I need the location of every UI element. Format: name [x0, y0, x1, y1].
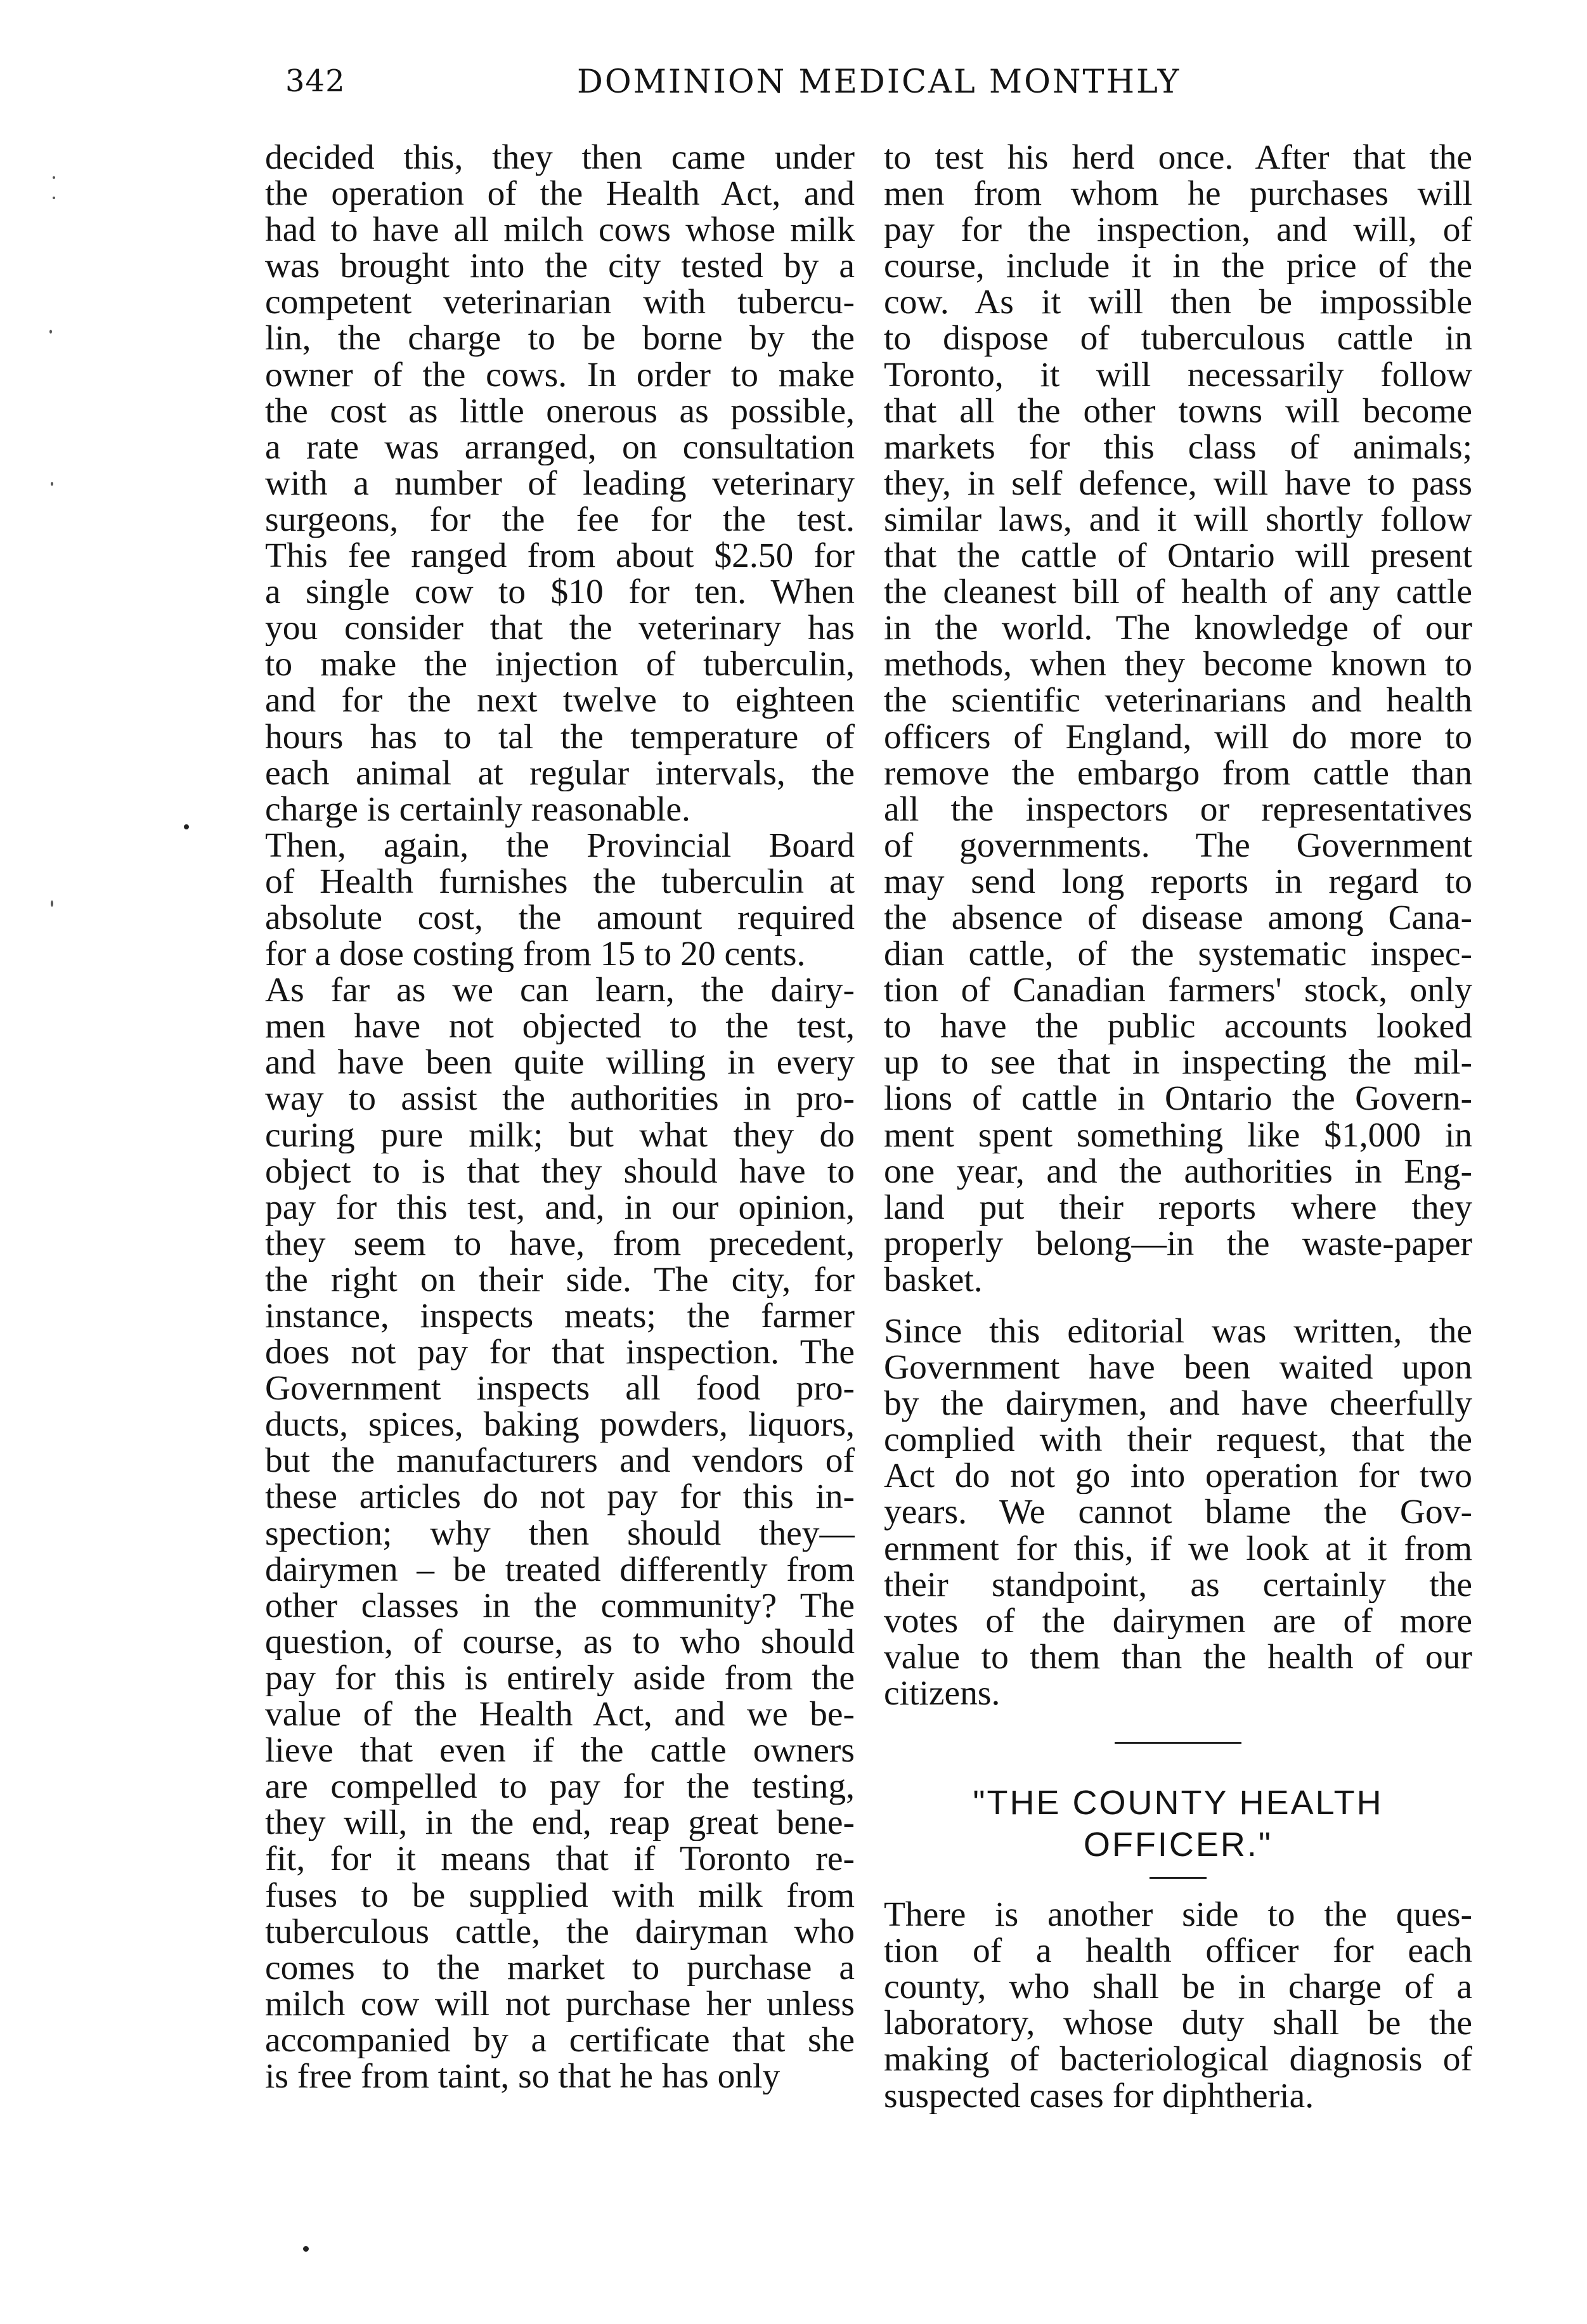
paragraph-3 — [884, 1897, 1472, 2114]
text-line: basket. — [884, 1261, 983, 1298]
text-line: tuberculous cattle, the dairyman who — [265, 1913, 855, 1950]
text-line: markets for this class of animals; — [884, 429, 1472, 465]
text-line: that the cattle of Ontario will present — [884, 538, 1472, 575]
text-line: cow. As it will then be impossible — [884, 284, 1472, 321]
text-line: Then, again, the Provincial Board — [265, 827, 855, 864]
text-line: and have been quite willing in every — [265, 1044, 855, 1081]
text-line: tion of Canadian farmers' stock, only — [884, 972, 1472, 1009]
text-line: the cleanest bill of health of any cattle — [884, 574, 1472, 611]
text-line: is free from taint, so that he has only — [265, 2058, 781, 2095]
text-line: all the inspectors or representatives — [884, 791, 1472, 828]
text-line: was brought into the city tested by a — [265, 248, 855, 285]
text-line: men from whom he purchases will — [884, 176, 1472, 212]
text-line: tion of a health officer for each — [884, 1933, 1472, 1970]
text-line: course, include it in the price of the — [884, 248, 1472, 285]
text-line: with a number of leading veterinary — [265, 465, 855, 502]
scan-speck — [51, 900, 53, 907]
text-line: a rate was arranged, on consultation — [265, 429, 855, 465]
text-line: other classes in the community? The — [265, 1587, 855, 1624]
text-line: hours has to tal the temperature of — [265, 718, 855, 755]
text-line: comes to the market to purchase a — [265, 1949, 855, 1986]
text-line: dairymen – be treated differently from — [265, 1551, 855, 1588]
text-line: pay for the inspection, and will, of — [884, 212, 1472, 249]
paragraph-1 — [265, 140, 855, 828]
text-line: value of the Health Act, and we be- — [265, 1696, 855, 1733]
section-heading-line: "THE COUNTY HEALTH — [973, 1784, 1383, 1822]
text-line: citizens. — [884, 1675, 1001, 1712]
text-line: these articles do not pay for this in- — [265, 1479, 855, 1516]
text-line: by the dairymen, and have cheerfully — [884, 1386, 1472, 1422]
text-line: years. We cannot blame the Gov- — [884, 1494, 1472, 1531]
scan-speck — [53, 197, 55, 199]
text-line: one year, and the authorities in Eng- — [884, 1153, 1472, 1190]
text-line: Government have been waited upon — [884, 1349, 1472, 1386]
text-line: officers of England, will do more to — [884, 718, 1472, 755]
text-line: value to them than the health of our — [884, 1639, 1472, 1675]
text-line: they, in self defence, will have to pass — [884, 465, 1472, 502]
text-line: to have the public accounts looked — [884, 1008, 1472, 1045]
right-column — [884, 140, 1472, 2114]
text-line: does not pay for that inspection. The — [265, 1334, 855, 1371]
text-line: surgeons, for the fee for the test. — [265, 501, 855, 538]
text-line: ment spent something like $1,000 in — [884, 1117, 1472, 1153]
text-line: properly belong—in the waste-paper — [884, 1225, 1472, 1262]
text-line: As far as we can learn, the dairy- — [265, 972, 855, 1009]
text-line: the cost as little onerous as possible, — [265, 393, 855, 429]
text-line: instance, inspects meats; the farmer — [265, 1298, 855, 1335]
text-line: complied with their request, that the — [884, 1422, 1472, 1458]
text-line: their standpoint, as certainly the — [884, 1566, 1472, 1603]
text-line: charge is certainly reasonable. — [265, 791, 690, 828]
text-line: land put their reports where they — [884, 1189, 1472, 1226]
text-line: making of bacteriological diagnosis of — [884, 2041, 1472, 2078]
text-line: lieve that even if the cattle owners — [265, 1732, 855, 1769]
text-line: similar laws, and it will shortly follow — [884, 501, 1472, 538]
text-line: decided this, they then came under — [265, 140, 855, 176]
text-line: of Health furnishes the tuberculin at — [265, 863, 855, 900]
scan-speck — [53, 176, 55, 179]
text-line: are compelled to pay for the testing, — [265, 1769, 855, 1805]
left-column — [265, 140, 855, 2094]
text-line: men have not objected to the test, — [265, 1008, 855, 1045]
text-line: This fee ranged from about $2.50 for — [265, 538, 855, 575]
text-line: laboratory, whose duty shall be the — [884, 2005, 1472, 2042]
text-line: for a dose costing from 15 to 20 cents. — [265, 936, 806, 973]
scan-speck — [49, 330, 52, 334]
text-line: may send long reports in regard to — [884, 863, 1472, 900]
text-line: but the manufacturers and vendors of — [265, 1443, 855, 1479]
text-line: each animal at regular intervals, the — [265, 755, 855, 791]
text-line: object to is that they should have to — [265, 1153, 855, 1190]
section-heading-line: OFFICER." — [1083, 1826, 1273, 1864]
section-heading — [884, 1782, 1472, 1866]
text-line: ducts, spices, baking powders, liquors, — [265, 1406, 855, 1443]
running-title: DOMINION MEDICAL MONTHLY — [577, 63, 1181, 101]
text-line: pay for this test, and, in our opinion, — [265, 1189, 855, 1226]
text-line: of governments. The Government — [884, 827, 1472, 864]
text-line: lions of cattle in Ontario the Govern- — [884, 1081, 1472, 1117]
text-line: to make the injection of tuberculin, — [265, 646, 855, 683]
text-line: to dispose of tuberculous cattle in — [884, 320, 1472, 357]
text-line: competent veterinarian with tubercu- — [265, 284, 855, 321]
text-line: milch cow will not purchase her unless — [265, 1985, 855, 2022]
scan-speck — [303, 2246, 309, 2252]
text-line: There is another side to the ques- — [884, 1897, 1472, 1933]
text-line: Government inspects all food pro- — [265, 1370, 855, 1407]
scan-speck — [51, 482, 53, 486]
text-line: the scientific veterinarians and health — [884, 682, 1472, 719]
page-header — [285, 63, 1484, 120]
heading-underline — [1150, 1877, 1207, 1879]
text-line: question, of course, as to who should — [265, 1623, 855, 1660]
text-line: curing pure milk; but what they do — [265, 1117, 855, 1153]
paragraph-2 — [265, 828, 855, 972]
text-line: votes of the dairymen are of more — [884, 1602, 1472, 1639]
text-line: to test his herd once. After that the — [884, 140, 1472, 176]
text-line: absolute cost, the amount required — [265, 899, 855, 937]
text-line: the absence of disease among Cana- — [884, 899, 1472, 937]
text-line: had to have all milch cows whose milk — [265, 212, 855, 249]
text-line: county, who shall be in charge of a — [884, 1969, 1472, 2006]
paragraph-gap — [884, 1298, 1472, 1313]
text-line: up to see that in inspecting the mil- — [884, 1044, 1472, 1081]
text-line: way to assist the authorities in pro- — [265, 1081, 855, 1117]
text-line: Toronto, it will necessarily follow — [884, 356, 1472, 393]
paragraph-3 — [265, 972, 855, 2094]
text-line: a single cow to $10 for ten. When — [265, 574, 855, 611]
text-line: they will, in the end, reap great bene- — [265, 1805, 855, 1841]
text-line: you consider that the veterinary has — [265, 610, 855, 647]
text-line: the operation of the Health Act, and — [265, 176, 855, 212]
text-line: in the world. The knowledge of our — [884, 610, 1472, 647]
paragraph-2 — [884, 1313, 1472, 1711]
text-line: Act do not go into operation for two — [884, 1458, 1472, 1495]
text-line: Since this editorial was written, the — [884, 1313, 1472, 1350]
section-divider — [1115, 1742, 1241, 1744]
text-line: and for the next twelve to eighteen — [265, 682, 855, 719]
text-line: remove the embargo from cattle than — [884, 755, 1472, 791]
text-line: owner of the cows. In order to make — [265, 356, 855, 393]
text-line: dian cattle, of the systematic inspec- — [884, 936, 1472, 973]
page-number: 342 — [285, 63, 346, 99]
paragraph-1 — [884, 140, 1472, 1298]
text-line: methods, when they become known to — [884, 646, 1472, 683]
text-line: fit, for it means that if Toronto re- — [265, 1841, 855, 1878]
text-line: lin, the charge to be borne by the — [265, 320, 855, 357]
text-line: spection; why then should they— — [265, 1515, 855, 1552]
text-line: pay for this is entirely aside from the — [265, 1659, 855, 1697]
text-line: they seem to have, from precedent, — [265, 1225, 855, 1262]
text-line: ernment for this, if we look at it from — [884, 1530, 1472, 1567]
text-line: accompanied by a certificate that she — [265, 2022, 855, 2058]
text-line: suspected cases for diphtheria. — [884, 2077, 1314, 2114]
text-line: fuses to be supplied with milk from — [265, 1877, 855, 1914]
text-line: that all the other towns will become — [884, 393, 1472, 429]
text-line: the right on their side. The city, for — [265, 1261, 855, 1298]
scan-speck — [184, 824, 189, 829]
